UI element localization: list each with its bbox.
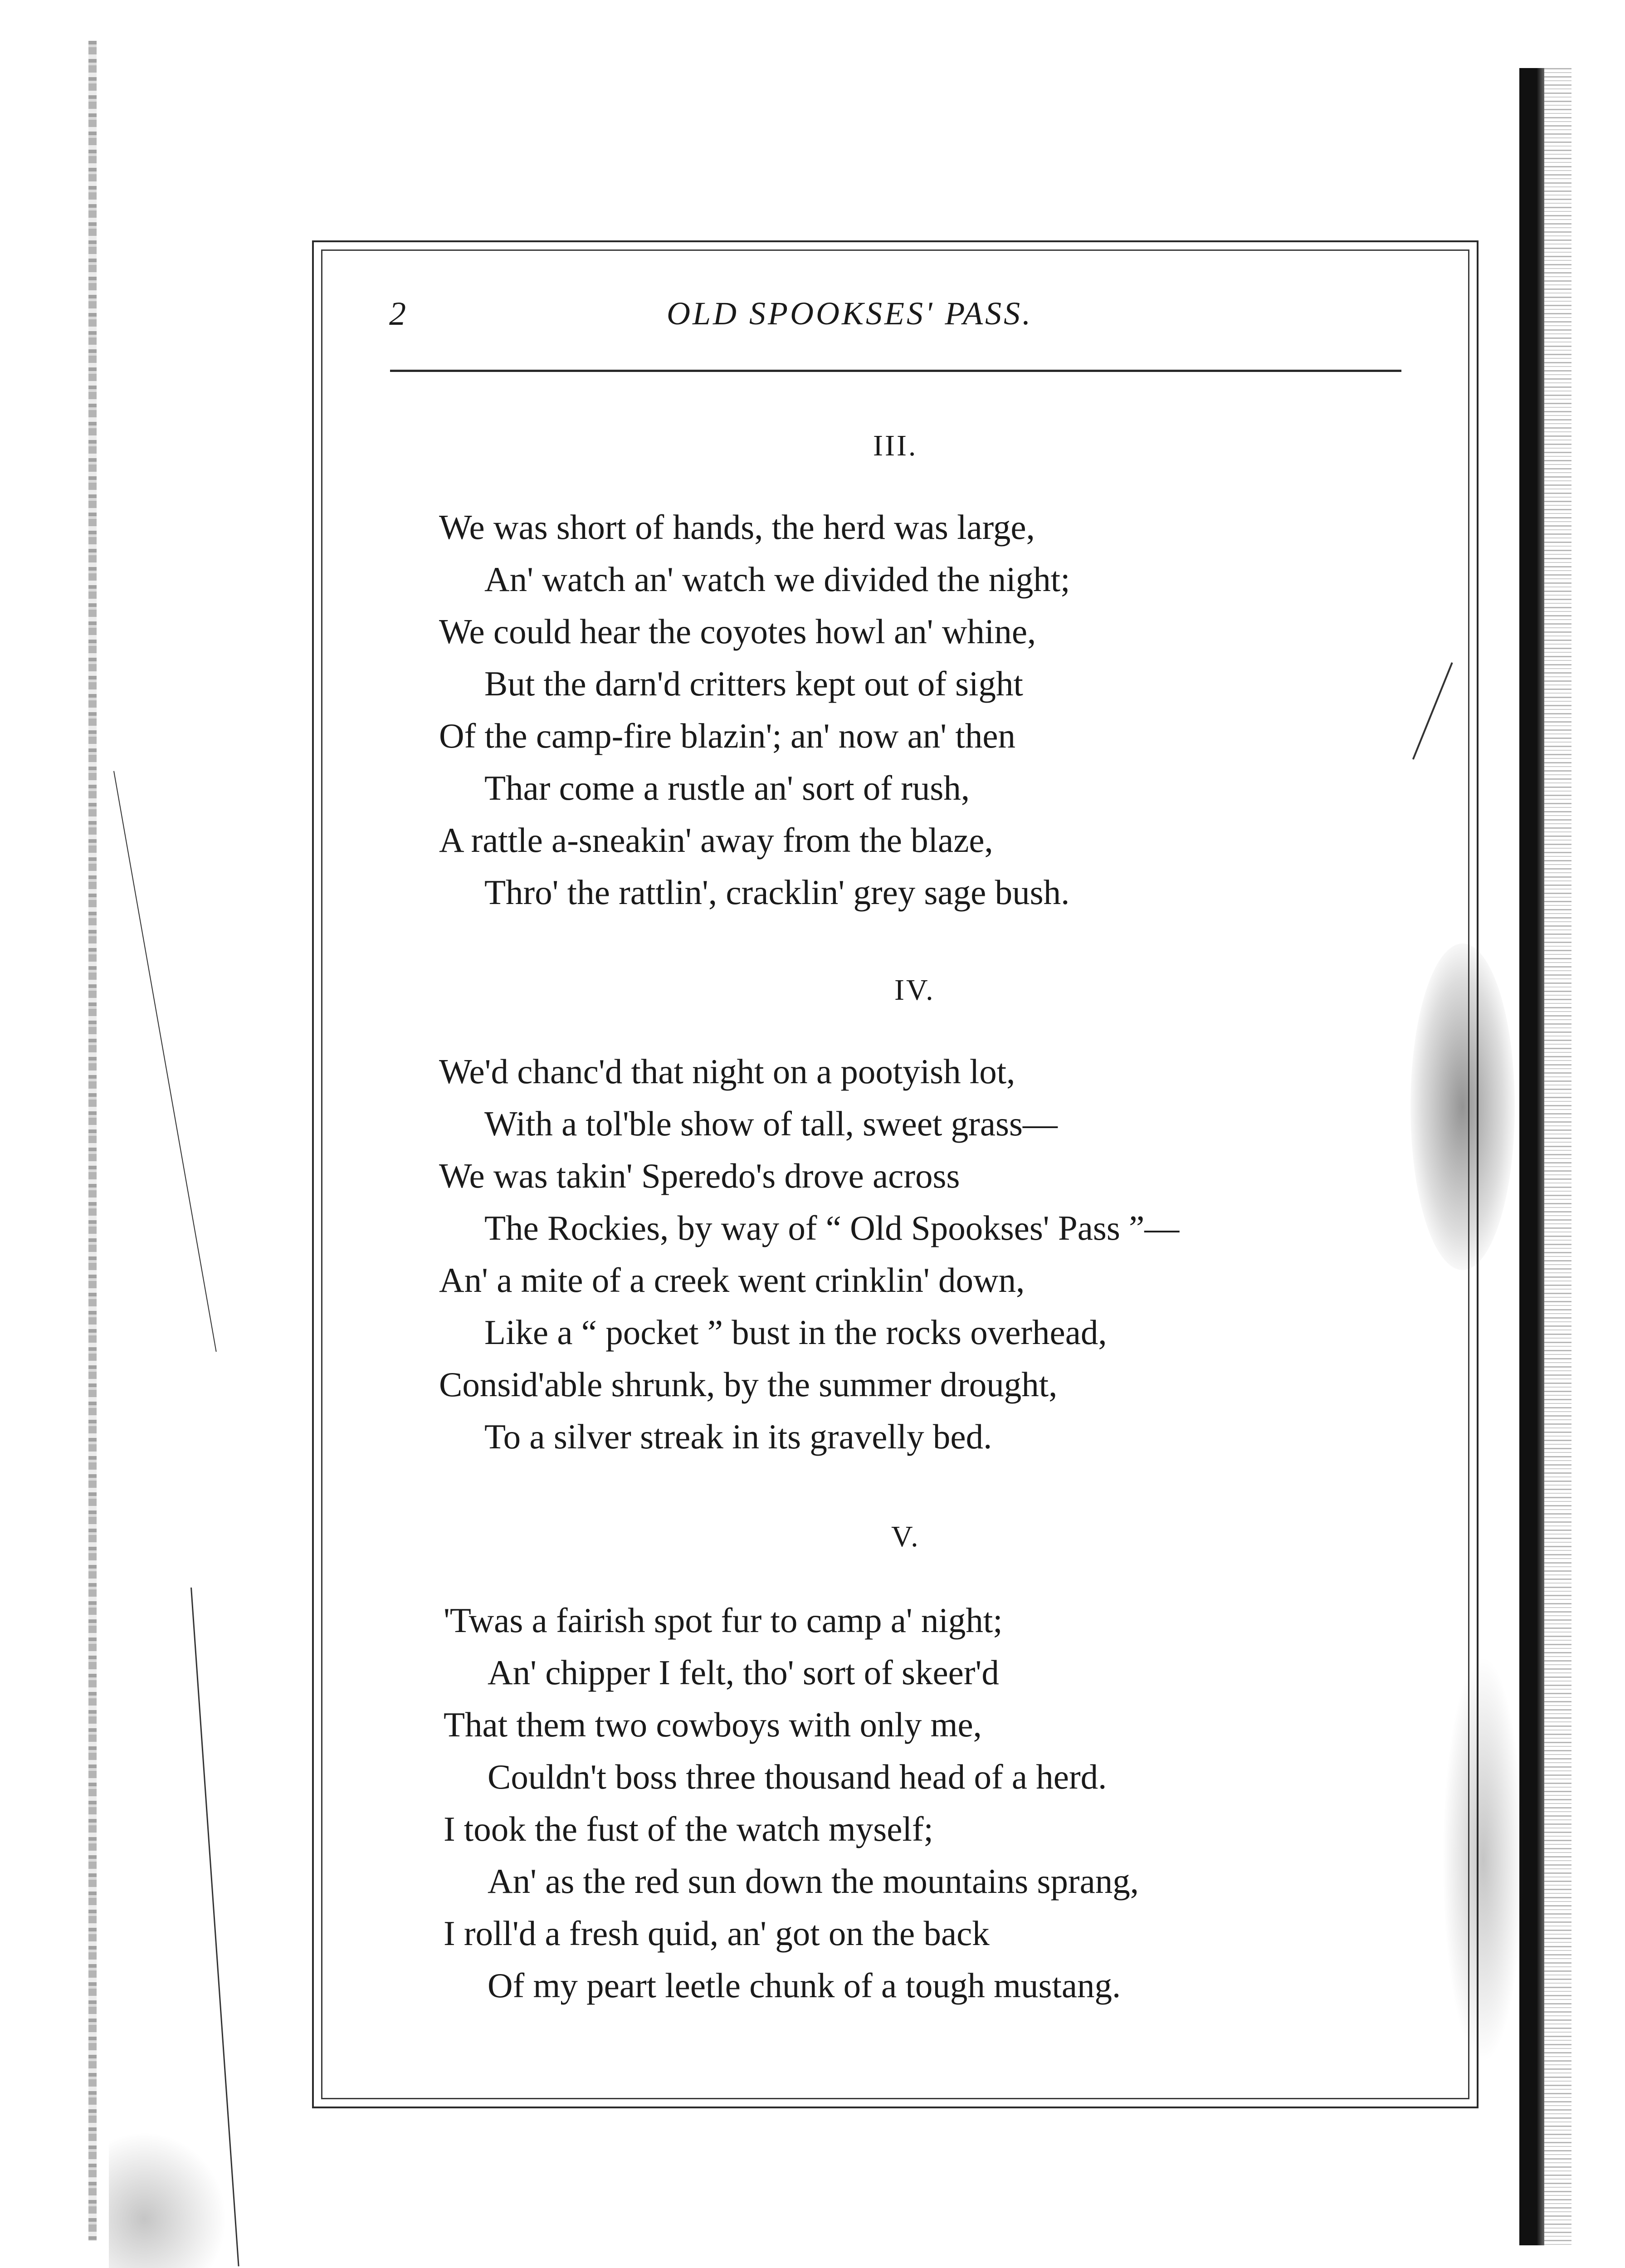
scan-left-shadow	[109, 2132, 227, 2268]
scan-right-edge	[1519, 68, 1544, 2245]
verse-line: I took the fust of the watch myself;	[444, 1809, 933, 1848]
verse-line: Thro' the rattlin', cracklin' grey sage bush.	[484, 873, 1070, 912]
verse-line: 'Twas a fairish spot fur to camp a' night;	[444, 1601, 1003, 1640]
stanza-number: III.	[873, 429, 918, 462]
verse-line: Of the camp-fire blazin'; an' now an' then	[439, 716, 1015, 755]
verse-line: To a silver streak in its gravelly bed.	[484, 1417, 992, 1456]
stanza-number: IV.	[894, 973, 935, 1007]
verse-line: But the darn'd critters kept out of sight	[484, 664, 1023, 703]
running-title: OLD SPOOKSES' PASS.	[667, 295, 1033, 332]
scan-right-speckle	[1544, 68, 1571, 2245]
verse-line: Of my peart leetle chunk of a tough mustang.	[488, 1966, 1121, 2005]
header-rule	[390, 370, 1401, 372]
verse-line: Like a “ pocket ” bust in the rocks overhead,	[484, 1313, 1107, 1352]
scan-left-edge	[88, 41, 97, 2241]
scratch-mark	[113, 771, 217, 1352]
verse-line: Consid'able shrunk, by the summer drought,	[439, 1365, 1058, 1404]
verse-line: We could hear the coyotes howl an' whine,	[439, 612, 1036, 651]
verse-line: An' chipper I felt, tho' sort of skeer'd	[488, 1653, 999, 1692]
verse-line: I roll'd a fresh quid, an' got on the back	[444, 1914, 990, 1953]
verse-line: We was short of hands, the herd was large,	[439, 508, 1035, 547]
verse-line: Thar come a rustle an' sort of rush,	[484, 768, 970, 807]
verse-line: That them two cowboys with only me,	[444, 1705, 982, 1744]
verse-line: The Rockies, by way of “ Old Spookses' Pass ”—	[484, 1208, 1180, 1247]
verse-line: An' as the red sun down the mountains sprang,	[488, 1862, 1139, 1901]
verse-line: Couldn't boss three thousand head of a herd.	[488, 1757, 1107, 1796]
verse-line: An' watch an' watch we divided the night;	[484, 560, 1070, 599]
verse-line: We'd chanc'd that night on a pootyish lot,	[439, 1052, 1015, 1091]
verse-line: An' a mite of a creek went crinklin' down,	[439, 1261, 1025, 1300]
verse-line: With a tol'ble show of tall, sweet grass—	[484, 1104, 1058, 1143]
stanza-number: V.	[891, 1520, 920, 1553]
verse-line: We was takin' Speredo's drove across	[439, 1156, 960, 1195]
page-number: 2	[389, 295, 406, 332]
verse-line: A rattle a-sneakin' away from the blaze,	[439, 821, 993, 860]
